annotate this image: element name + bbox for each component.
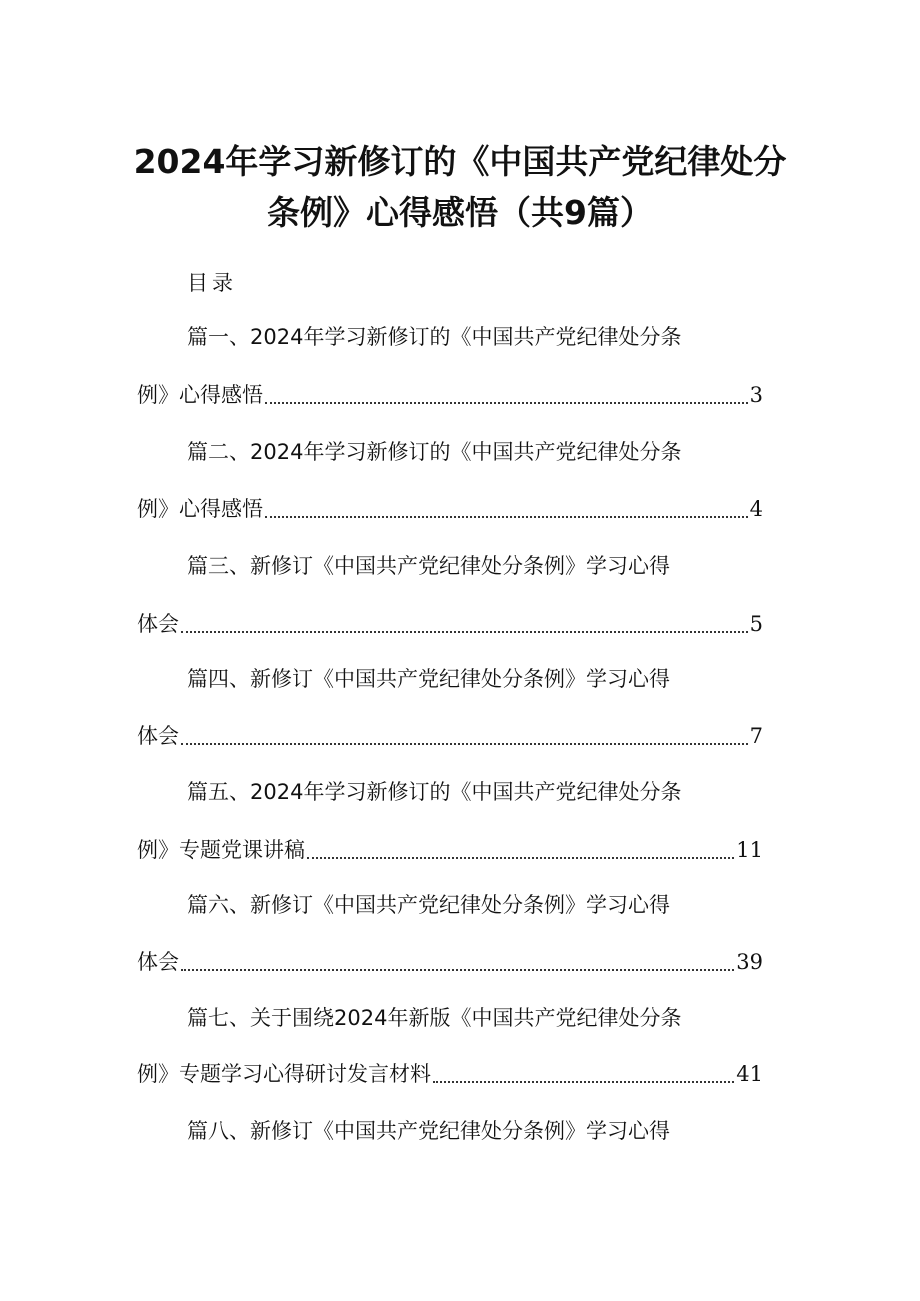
toc-heading: 目录 [187,271,237,295]
toc-entry-5[interactable] [137,835,763,865]
toc-entry-7-title-cont: 例》专题学习心得研讨发言材料 [137,1062,431,1086]
toc-entry-4[interactable] [137,721,763,751]
toc-entry-1-title-cont: 例》心得感悟 [137,383,263,407]
toc-entry-1[interactable] [137,380,763,410]
toc-entry-6-title[interactable]: 篇六、新修订《中国共产党纪律处分条例》学习心得 [187,893,670,917]
toc-entry-6[interactable] [137,947,763,977]
toc-entry-4-title-cont: 体会 [137,724,179,748]
toc-entry-2-page: 4 [749,497,763,521]
dot-leader [181,631,748,633]
dot-leader [265,402,748,404]
dot-leader [181,743,748,745]
toc-entry-3-page: 5 [749,612,763,636]
dot-leader [433,1081,734,1083]
document-title-line-1: 2024年学习新修订的《中国共产党纪律处分 [133,142,787,181]
toc-entry-3-title[interactable]: 篇三、新修订《中国共产党纪律处分条例》学习心得 [187,554,670,578]
toc-entry-7[interactable] [137,1059,763,1089]
toc-entry-7-page: 41 [736,1062,763,1086]
toc-entry-4-title[interactable]: 篇四、新修订《中国共产党纪律处分条例》学习心得 [187,667,670,691]
toc-entry-6-page: 39 [736,950,763,974]
toc-entry-4-page: 7 [749,724,763,748]
toc-entry-2-title[interactable]: 篇二、2024年学习新修订的《中国共产党纪律处分条 [187,440,682,464]
toc-entry-8-title[interactable]: 篇八、新修订《中国共产党纪律处分条例》学习心得 [187,1119,670,1143]
toc-entry-2[interactable] [137,494,763,524]
toc-entry-6-title-cont: 体会 [137,950,179,974]
dot-leader [307,857,734,859]
dot-leader [265,516,748,518]
toc-entry-2-title-cont: 例》心得感悟 [137,497,263,521]
toc-entry-3[interactable] [137,609,763,639]
toc-entry-5-title-cont: 例》专题党课讲稿 [137,838,305,862]
toc-entry-7-title[interactable]: 篇七、关于围绕2024年新版《中国共产党纪律处分条 [187,1006,682,1030]
toc-entry-3-title-cont: 体会 [137,612,179,636]
toc-entry-5-title[interactable]: 篇五、2024年学习新修订的《中国共产党纪律处分条 [187,780,682,804]
toc-entry-1-title[interactable]: 篇一、2024年学习新修订的《中国共产党纪律处分条 [187,325,682,349]
toc-entry-5-page: 11 [736,838,763,862]
document-title-line-2: 条例》心得感悟（共9篇） [267,193,653,232]
dot-leader [181,969,734,971]
toc-entry-1-page: 3 [749,383,763,407]
